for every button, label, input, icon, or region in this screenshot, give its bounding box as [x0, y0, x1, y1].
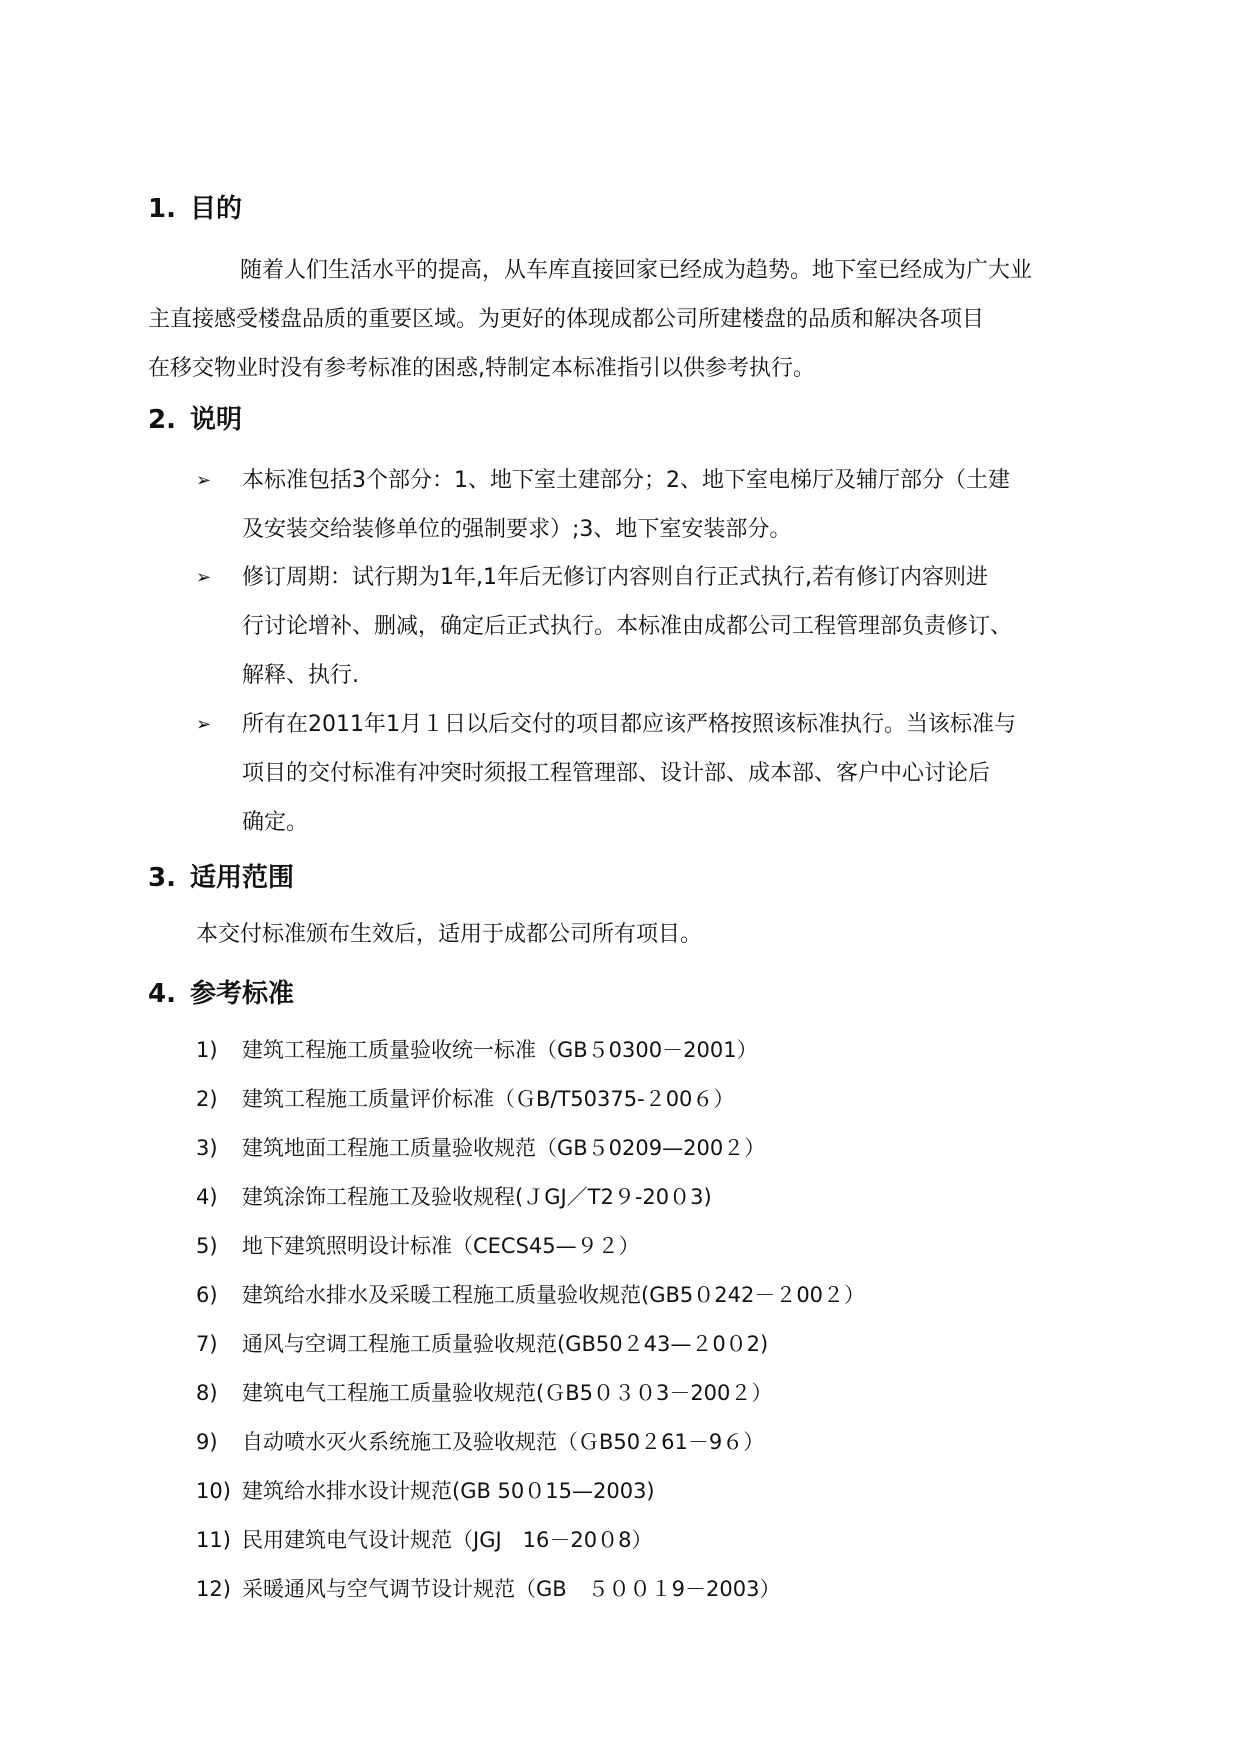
reference-text: 建筑给水排水设计规范(GB 50０15—2003) [242, 1479, 655, 1503]
reference-number: 10) [196, 1479, 231, 1503]
reference-item [196, 1427, 764, 1457]
reference-number: 2) [196, 1087, 218, 1111]
reference-number: 3) [196, 1136, 218, 1160]
reference-item [196, 1525, 652, 1555]
reference-item [196, 1378, 772, 1408]
reference-item [196, 1280, 865, 1310]
reference-number: 1) [196, 1038, 218, 1062]
section-title: 目的 [190, 194, 243, 224]
reference-text: 建筑电气工程施工质量验收规范(ＧB5０３０3－200２） [242, 1381, 773, 1405]
section-title: 说明 [190, 405, 243, 435]
bullet-arrow-icon: ➢ [196, 567, 212, 588]
reference-number: 9) [196, 1430, 218, 1454]
note-line: 及安装交给装修单位的强制要求）;3、地下室安装部分。 [242, 517, 792, 542]
reference-text: 建筑工程施工质量评价标准（ＧB/T50375-２00６） [242, 1087, 735, 1111]
note-line: 项目的交付标准有冲突时须报工程管理部、设计部、成本部、客户中心讨论后 [242, 761, 991, 786]
purpose-line: 随着人们生活水平的提高，从车库直接回家已经成为趋势。地下室已经成为广大业 [240, 258, 1033, 283]
reference-text: 建筑地面工程施工质量验收规范（GB５0209—200２） [242, 1136, 766, 1160]
reference-item [196, 1329, 768, 1359]
bullet-arrow-icon: ➢ [196, 470, 212, 491]
reference-number: 12) [196, 1577, 231, 1601]
note-line: 本标准包括3个部分：1、地下室土建部分；2、地下室电梯厅及辅厅部分（土建 [242, 468, 1010, 493]
section-number: 1. [148, 194, 176, 224]
note-line: 修订周期：试行期为1年,1年后无修订内容则自行正式执行,若有修订内容则进 [242, 565, 988, 590]
reference-text: 建筑涂饰工程施工及验收规程(ＪGJ／T2９-20０3) [242, 1185, 712, 1209]
reference-number: 7) [196, 1332, 218, 1356]
reference-text: 采暖通风与空气调节设计规范（GB ５００１9－2003） [242, 1577, 781, 1601]
reference-item [196, 1182, 712, 1212]
section-heading-scope [148, 860, 294, 896]
reference-item [196, 1084, 734, 1114]
note-item [196, 700, 1116, 847]
section-number: 2. [148, 405, 176, 435]
purpose-line: 主直接感受楼盘品质的重要区域。为更好的体现成都公司所建楼盘的品质和解决各项目 [148, 307, 985, 332]
note-line: 所有在2011年1月１日以后交付的项目都应该严格按照该标准执行。当该标准与 [242, 712, 1016, 737]
reference-item [196, 1476, 655, 1506]
section-number: 4. [148, 979, 176, 1009]
reference-number: 5) [196, 1234, 218, 1258]
purpose-line: 在移交物业时没有参考标准的困惑,特制定本标准指引以供参考执行。 [148, 356, 815, 381]
note-line: 行讨论增补、删减，确定后正式执行。本标准由成都公司工程管理部负责修订、 [242, 614, 1013, 639]
note-line: 解释、执行. [242, 663, 359, 688]
section-heading-purpose [148, 191, 242, 227]
reference-item [196, 1035, 758, 1065]
reference-number: 4) [196, 1185, 218, 1209]
note-line: 确定。 [242, 810, 309, 835]
note-item [196, 456, 1116, 554]
reference-text: 地下建筑照明设计标准（CECS45—９２） [242, 1234, 640, 1258]
section-number: 3. [148, 863, 176, 893]
section-heading-references [148, 976, 294, 1012]
reference-number: 6) [196, 1283, 218, 1307]
reference-text: 民用建筑电气设计规范（JGJ 16－20０8） [242, 1528, 653, 1552]
reference-item [196, 1231, 640, 1261]
bullet-arrow-icon: ➢ [196, 714, 212, 735]
reference-item [196, 1574, 780, 1604]
reference-number: 8) [196, 1381, 218, 1405]
reference-text: 自动喷水灭火系统施工及验收规范（ＧB50２61－9６） [242, 1430, 765, 1454]
purpose-paragraph [148, 246, 1096, 393]
scope-paragraph: 本交付标准颁布生效后，适用于成都公司所有项目。 [196, 922, 703, 947]
reference-text: 建筑给水排水及采暖工程施工质量验收规范(GB5０242－２00２） [242, 1283, 866, 1307]
reference-text: 通风与空调工程施工质量验收规范(GB50２43—２0０2) [242, 1332, 769, 1356]
note-item [196, 553, 1116, 700]
reference-text: 建筑工程施工质量验收统一标准（GB５0300－2001） [242, 1038, 758, 1062]
section-title: 适用范围 [190, 863, 295, 893]
reference-item [196, 1133, 765, 1163]
section-title: 参考标准 [190, 979, 295, 1009]
reference-number: 11) [196, 1528, 231, 1552]
section-heading-description [148, 402, 242, 438]
